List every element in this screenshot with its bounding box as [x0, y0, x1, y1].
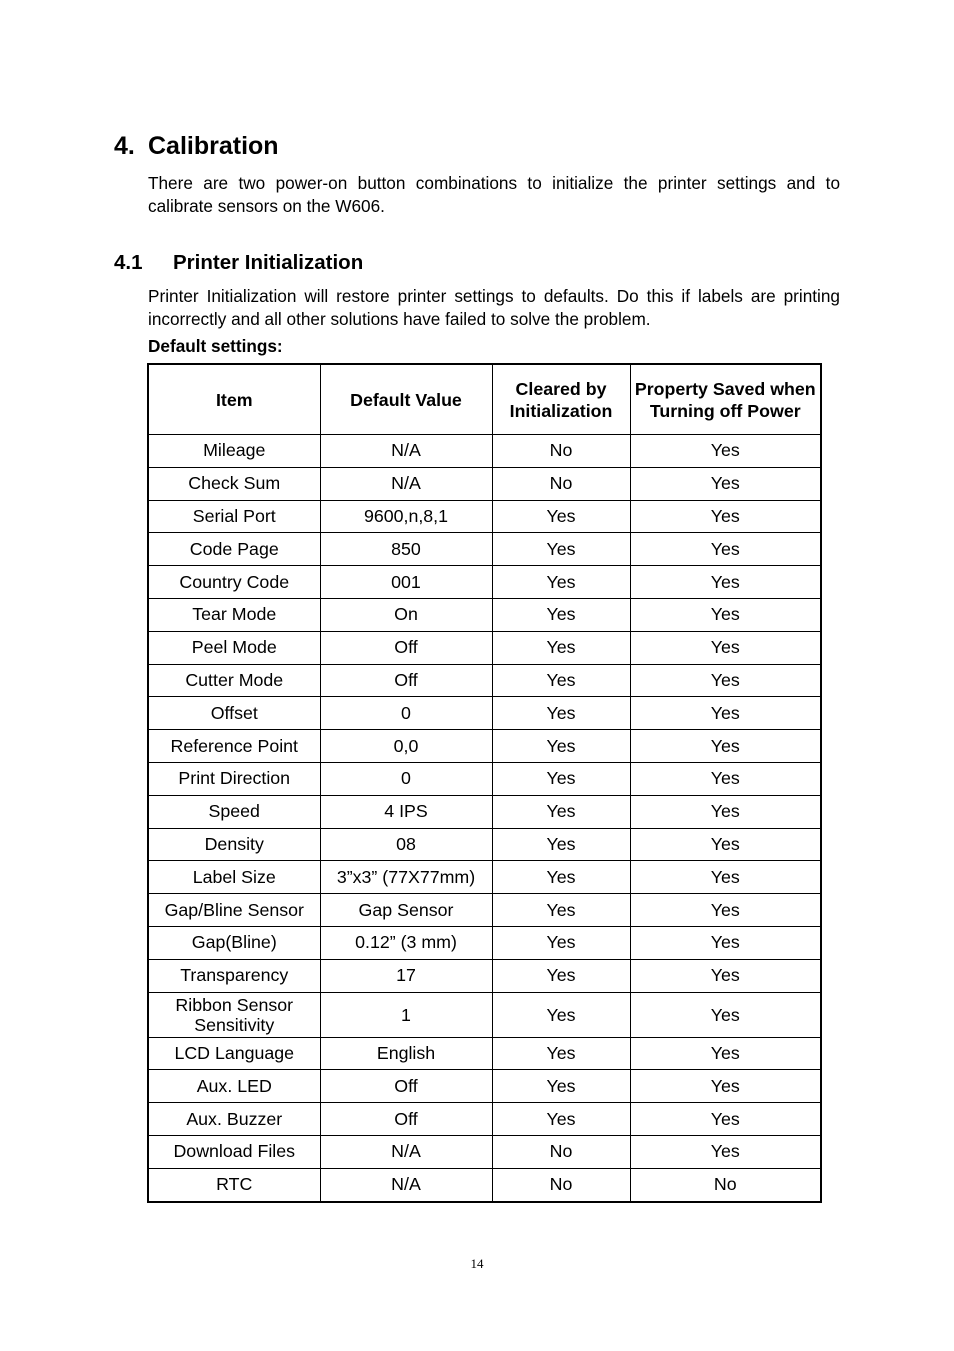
table-row — [148, 500, 821, 533]
cell-cleared: Yes — [492, 762, 630, 795]
cell-cleared: Yes — [492, 894, 630, 927]
table-header-row — [148, 364, 821, 435]
cell-default-value: 4 IPS — [320, 795, 492, 828]
cell-default-value: N/A — [320, 435, 492, 468]
cell-item: Cutter Mode — [148, 664, 320, 697]
subsection-heading — [114, 251, 363, 275]
cell-default-value: 9600,n,8,1 — [320, 500, 492, 533]
header-property-saved: Property Saved when Turning off Power — [630, 364, 821, 435]
table-caption: Default settings: — [148, 336, 283, 356]
table-row — [148, 762, 821, 795]
cell-item: Offset — [148, 697, 320, 730]
table-row — [148, 828, 821, 861]
cell-item: Download Files — [148, 1135, 320, 1168]
cell-default-value: Off — [320, 631, 492, 664]
section-intro: There are two power-on button combinations to initialize the printer settings and to calibrate sensors on the W606. — [148, 173, 840, 216]
table-row — [148, 861, 821, 894]
cell-saved: Yes — [630, 894, 821, 927]
cell-saved: Yes — [630, 435, 821, 468]
cell-cleared: No — [492, 1135, 630, 1168]
cell-item: Peel Mode — [148, 631, 320, 664]
cell-saved: Yes — [630, 1135, 821, 1168]
cell-saved: Yes — [630, 1103, 821, 1136]
table-row — [148, 697, 821, 730]
subsection-title: Printer Initialization — [173, 251, 364, 274]
cell-item: Aux. LED — [148, 1070, 320, 1103]
cell-default-value: 0 — [320, 762, 492, 795]
table-row — [148, 533, 821, 566]
table-row — [148, 1168, 821, 1201]
table-row — [148, 598, 821, 631]
cell-item: Reference Point — [148, 730, 320, 763]
cell-saved: Yes — [630, 992, 821, 1037]
cell-default-value: 08 — [320, 828, 492, 861]
cell-cleared: Yes — [492, 795, 630, 828]
cell-item: Aux. Buzzer — [148, 1103, 320, 1136]
cell-default-value: 17 — [320, 959, 492, 992]
cell-default-value: 3”x3” (77X77mm) — [320, 861, 492, 894]
cell-item: Serial Port — [148, 500, 320, 533]
cell-cleared: Yes — [492, 500, 630, 533]
cell-cleared: Yes — [492, 533, 630, 566]
header-cleared-by-initialization: Cleared by Initialization — [492, 364, 630, 435]
cell-cleared: Yes — [492, 1103, 630, 1136]
cell-saved: Yes — [630, 926, 821, 959]
cell-item: Gap/Bline Sensor — [148, 894, 320, 927]
cell-item: Code Page — [148, 533, 320, 566]
cell-item: Ribbon Sensor Sensitivity — [148, 992, 320, 1037]
cell-item: Mileage — [148, 435, 320, 468]
cell-default-value: 0 — [320, 697, 492, 730]
table-row — [148, 992, 821, 1037]
cell-saved: Yes — [630, 1070, 821, 1103]
table-row — [148, 1070, 821, 1103]
table-row — [148, 1103, 821, 1136]
cell-default-value: English — [320, 1037, 492, 1070]
table-row — [148, 435, 821, 468]
cell-cleared: Yes — [492, 730, 630, 763]
cell-cleared: No — [492, 435, 630, 468]
cell-default-value: 0.12” (3 mm) — [320, 926, 492, 959]
cell-saved: Yes — [630, 762, 821, 795]
cell-saved: Yes — [630, 598, 821, 631]
cell-default-value: On — [320, 598, 492, 631]
table-row — [148, 566, 821, 599]
cell-cleared: Yes — [492, 664, 630, 697]
subsection-text: Printer Initialization will restore printer settings to defaults. Do this if labels are printing incorrectly and all other solutions have failed to solve the problem. — [148, 286, 840, 329]
table-row — [148, 959, 821, 992]
cell-saved: Yes — [630, 566, 821, 599]
table-row — [148, 631, 821, 664]
cell-saved: Yes — [630, 828, 821, 861]
cell-default-value: 001 — [320, 566, 492, 599]
cell-item: Print Direction — [148, 762, 320, 795]
cell-item: LCD Language — [148, 1037, 320, 1070]
cell-default-value: N/A — [320, 1135, 492, 1168]
section-number: 4. — [114, 132, 135, 160]
cell-item: Speed — [148, 795, 320, 828]
cell-default-value: Gap Sensor — [320, 894, 492, 927]
cell-saved: Yes — [630, 500, 821, 533]
cell-saved: Yes — [630, 533, 821, 566]
header-item: Item — [148, 364, 320, 435]
cell-cleared: Yes — [492, 959, 630, 992]
cell-cleared: Yes — [492, 861, 630, 894]
cell-saved: Yes — [630, 861, 821, 894]
cell-item: Label Size — [148, 861, 320, 894]
cell-saved: Yes — [630, 631, 821, 664]
page-number: 14 — [470, 1256, 484, 1271]
cell-saved: Yes — [630, 730, 821, 763]
cell-saved: Yes — [630, 664, 821, 697]
cell-saved: Yes — [630, 959, 821, 992]
cell-cleared: Yes — [492, 1037, 630, 1070]
cell-cleared: Yes — [492, 566, 630, 599]
cell-default-value: N/A — [320, 467, 492, 500]
section-heading — [114, 132, 279, 161]
default-settings-table — [147, 363, 822, 1203]
cell-saved: Yes — [630, 1037, 821, 1070]
cell-item: Tear Mode — [148, 598, 320, 631]
cell-cleared: Yes — [492, 992, 630, 1037]
cell-item: Transparency — [148, 959, 320, 992]
cell-cleared: Yes — [492, 631, 630, 664]
table-body — [148, 435, 821, 1202]
table-row — [148, 795, 821, 828]
table-row — [148, 467, 821, 500]
cell-default-value: 1 — [320, 992, 492, 1037]
cell-default-value: Off — [320, 1103, 492, 1136]
table-row — [148, 730, 821, 763]
cell-cleared: Yes — [492, 697, 630, 730]
cell-saved: No — [630, 1168, 821, 1201]
cell-default-value: Off — [320, 1070, 492, 1103]
table-row — [148, 664, 821, 697]
cell-cleared: No — [492, 467, 630, 500]
cell-cleared: Yes — [492, 828, 630, 861]
cell-cleared: No — [492, 1168, 630, 1201]
table-row — [148, 1135, 821, 1168]
header-default-value: Default Value — [320, 364, 492, 435]
cell-saved: Yes — [630, 467, 821, 500]
cell-default-value: 850 — [320, 533, 492, 566]
cell-saved: Yes — [630, 795, 821, 828]
cell-cleared: Yes — [492, 598, 630, 631]
cell-item: RTC — [148, 1168, 320, 1201]
table-row — [148, 926, 821, 959]
cell-cleared: Yes — [492, 926, 630, 959]
cell-default-value: Off — [320, 664, 492, 697]
cell-cleared: Yes — [492, 1070, 630, 1103]
subsection-number: 4.1 — [114, 251, 143, 274]
cell-item: Density — [148, 828, 320, 861]
cell-item: Check Sum — [148, 467, 320, 500]
cell-item: Gap(Bline) — [148, 926, 320, 959]
cell-default-value: 0,0 — [320, 730, 492, 763]
cell-item: Country Code — [148, 566, 320, 599]
section-title: Calibration — [148, 132, 279, 160]
table-row — [148, 894, 821, 927]
cell-saved: Yes — [630, 697, 821, 730]
table-row — [148, 1037, 821, 1070]
cell-default-value: N/A — [320, 1168, 492, 1201]
